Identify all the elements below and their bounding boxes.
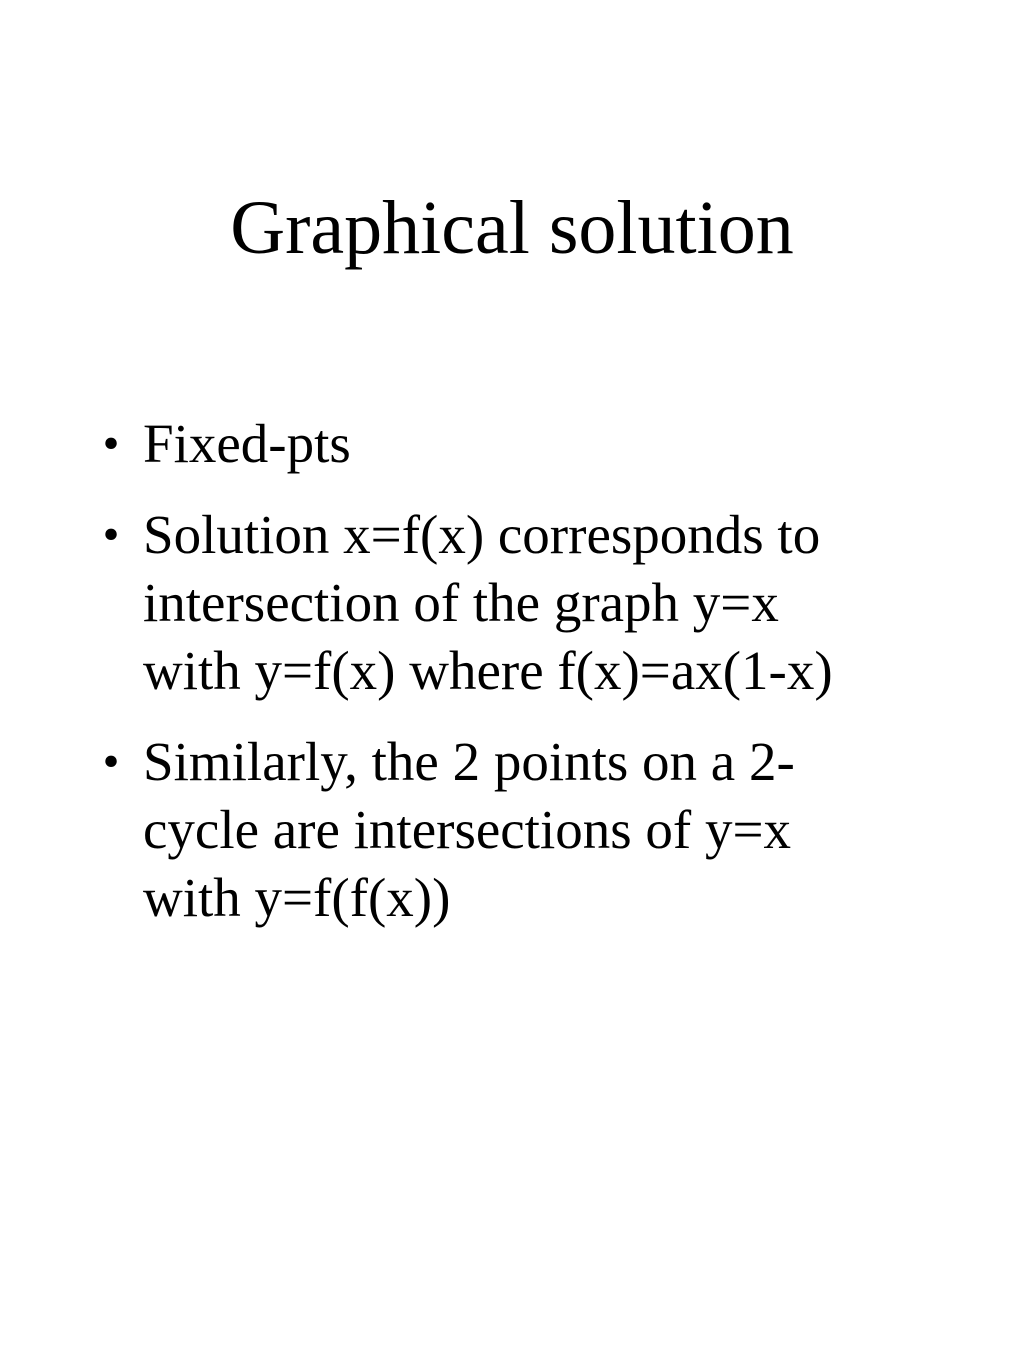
bullet-text-line: intersection of the graph y=x: [143, 572, 779, 633]
bullet-text-line: Similarly, the 2 points on a 2-: [143, 731, 795, 792]
bullet-item-two-cycle: [102, 728, 963, 932]
bullet-text-line: Solution x=f(x) corresponds to: [143, 504, 821, 565]
bullet-marker: •: [102, 417, 120, 470]
bullet-text-line: with y=f(f(x)): [143, 867, 451, 928]
bullet-list: [102, 410, 963, 955]
slide-title: Graphical solution: [230, 186, 794, 270]
bullet-text-line: cycle are intersections of y=x: [143, 799, 791, 860]
bullet-text-line: with y=f(x) where f(x)=ax(1-x): [143, 640, 833, 701]
bullet-text-line: Fixed-pts: [143, 413, 351, 474]
bullet-item-fixed-pts: [102, 410, 963, 478]
bullet-marker: •: [102, 508, 120, 561]
bullet-item-solution: [102, 501, 963, 705]
bullet-marker: •: [102, 735, 120, 788]
